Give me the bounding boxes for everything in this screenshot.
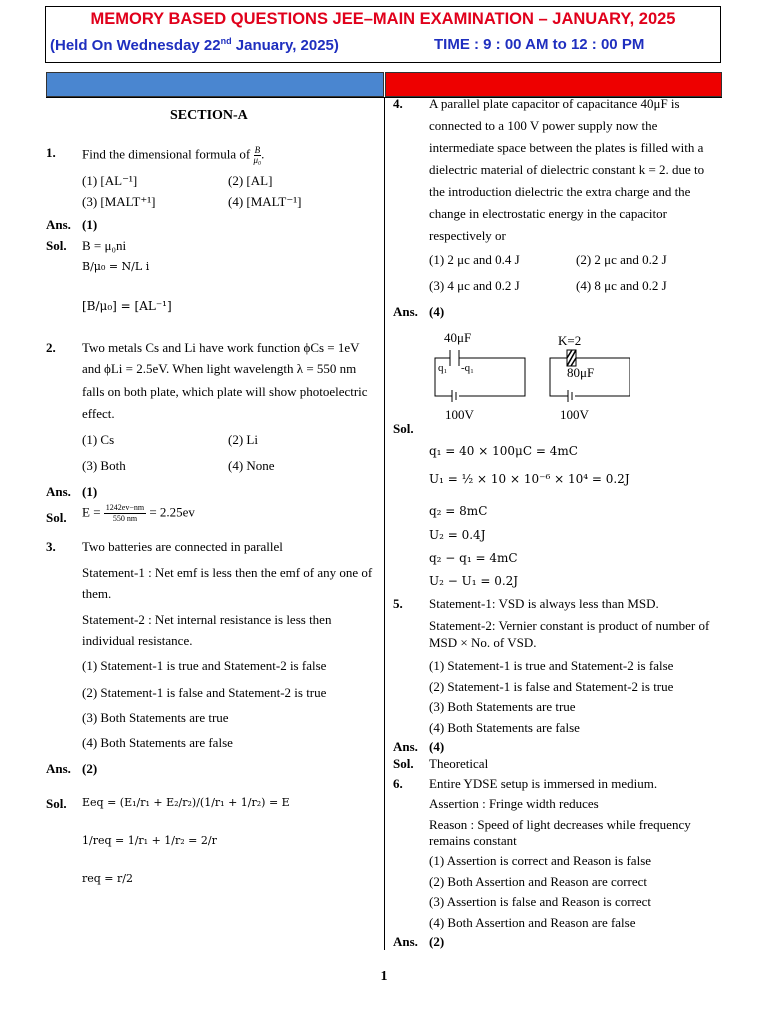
q6-line-1: Entire YDSE setup is immersed in medium.	[429, 776, 658, 791]
section-title: SECTION-A	[170, 108, 248, 123]
q2-option-1: (1) Cs	[82, 432, 115, 447]
q1-sol-label: Sol.	[46, 238, 67, 253]
q5-line-3: MSD × No. of VSD.	[429, 635, 537, 650]
q3-ans-label: Ans.	[46, 761, 71, 776]
q6-option-3: (3) Assertion is false and Reason is correct	[429, 894, 652, 909]
q4-sol-line-4: U₂ = 0.4J	[429, 528, 486, 542]
circuit-k-label: K=2	[558, 333, 582, 348]
q3-number: 3.	[46, 539, 56, 554]
column-divider	[384, 97, 385, 950]
q1-ans-label: Ans.	[46, 217, 71, 232]
q4-option-1: (1) 2 μc and 0.4 J	[429, 252, 520, 267]
q4-line-7: respectively or	[429, 228, 506, 243]
q2-line-1: Two metals Cs and Li have work function ϕCs = 1eV	[82, 340, 360, 355]
q3-line-2: Statement-1 : Net emf is less then the emf of any one of	[82, 565, 373, 580]
q3-sol-line-3: req = r/2	[82, 872, 133, 885]
q6-line-4: remains constant	[429, 833, 517, 848]
q3-answer: (2)	[82, 761, 98, 776]
q4-line-2: connected to a 100 V power supply now the	[429, 118, 658, 133]
q2-sol-label: Sol.	[46, 510, 67, 525]
q5-option-1: (1) Statement-1 is true and Statement-2 is false	[429, 658, 674, 673]
circuit-c2-label: 80μF	[567, 365, 595, 380]
q4-line-6: change in electrostatic energy in the capacitor	[429, 206, 667, 221]
q5-option-4: (4) Both Statements are false	[429, 720, 580, 735]
circuit-v2-label: 100V	[560, 407, 589, 422]
q3-option-1: (1) Statement-1 is true and Statement-2 is false	[82, 658, 327, 673]
q4-option-4: (4) 8 μc and 0.2 J	[576, 278, 667, 293]
q4-ans-label: Ans.	[393, 304, 418, 319]
q6-number: 6.	[393, 776, 403, 791]
q3-line-3: them.	[82, 586, 112, 601]
q4-number: 4.	[393, 96, 403, 111]
exam-time: TIME : 9 : 00 AM to 12 : 00 PM	[434, 36, 645, 53]
q6-option-1: (1) Assertion is correct and Reason is false	[429, 853, 652, 868]
q1-number: 1.	[46, 145, 56, 160]
q1-option-2: (2) [AL]	[228, 173, 273, 188]
q2-sol: E = $\frac{1242ev-nm}{550 nm}$ = 2.25ev	[82, 503, 195, 523]
q2-option-3: (3) Both	[82, 458, 126, 473]
q2-answer: (1)	[82, 484, 98, 499]
q5-option-2: (2) Statement-1 is false and Statement-2 is true	[429, 679, 674, 694]
circuit-q1-label: q₁	[438, 362, 448, 374]
q3-line-5: individual resistance.	[82, 633, 193, 648]
q5-line-2: Statement-2: Vernier constant is product of number of	[429, 618, 710, 633]
q6-line-3: Reason : Speed of light decreases while frequency	[429, 817, 691, 832]
q5-sol: Theoretical	[429, 756, 489, 771]
page-number: 1	[380, 969, 388, 984]
q4-line-4: dielectric material of dielectric constant k = 2. due to	[429, 162, 705, 177]
q4-line-3: intermediate space between the plates is filled with a	[429, 140, 704, 155]
q5-ans-label: Ans.	[393, 739, 418, 754]
q4-option-3: (3) 4 μc and 0.2 J	[429, 278, 520, 293]
circuit-minus-q1-label: -q₁	[461, 362, 474, 374]
exam-date: (Held On Wednesday 22nd January, 2025)	[50, 36, 339, 54]
q4-sol-line-6: U₂ − U₁ = 0.2J	[429, 574, 519, 588]
q6-line-2: Assertion : Fringe width reduces	[429, 796, 599, 811]
q3-option-3: (3) Both Statements are true	[82, 710, 229, 725]
q2-line-4: effect.	[82, 406, 115, 421]
q3-sol-label: Sol.	[46, 796, 67, 811]
q4-option-2: (2) 2 μc and 0.2 J	[576, 252, 667, 267]
q5-sol-label: Sol.	[393, 756, 414, 771]
q1-sol-line-2: B/μ₀ = N/L i	[82, 260, 150, 273]
q2-number: 2.	[46, 340, 56, 355]
q1-answer: (1)	[82, 217, 98, 232]
q6-option-2: (2) Both Assertion and Reason are correct	[429, 874, 648, 889]
q2-option-2: (2) Li	[228, 432, 258, 447]
q5-answer: (4)	[429, 739, 445, 754]
q4-answer: (4)	[429, 304, 445, 319]
q1-sol-line-1: B = μ₀ni	[82, 238, 127, 253]
q6-answer: (2)	[429, 934, 445, 949]
q5-option-3: (3) Both Statements are true	[429, 699, 576, 714]
q4-sol-label: Sol.	[393, 421, 414, 436]
q1-sol-line-3: [B/μ₀] = [AL⁻¹]	[82, 299, 172, 313]
q4-line-1: A parallel plate capacitor of capacitance 40μF is	[429, 96, 680, 111]
q3-line-1: Two batteries are connected in parallel	[82, 539, 283, 554]
circuit-v1-label: 100V	[445, 407, 474, 422]
q4-sol-line-2: U₁ = ½ × 10 × 10⁻⁶ × 10⁴ = 0.2J	[429, 472, 630, 486]
right-color-bar	[385, 72, 722, 97]
exam-title: MEMORY BASED QUESTIONS JEE–MAIN EXAMINATION – JANUARY, 2025	[90, 10, 676, 28]
q3-line-4: Statement-2 : Net internal resistance is less then	[82, 612, 332, 627]
q3-option-4: (4) Both Statements are false	[82, 735, 233, 750]
exam-header	[45, 6, 721, 63]
q1-option-3: (3) [MALT⁺¹]	[82, 194, 156, 209]
q4-sol-line-1: q₁ = 40 × 100μC = 4mC	[429, 444, 578, 458]
q4-line-5: the introduction dielectric the extra charge and the	[429, 184, 691, 199]
q3-sol-line-1: Eeq = (E₁/r₁ + E₂/r₂)/(1/r₁ + 1/r₂) = E	[82, 796, 290, 809]
q1-text: Find the dimensional formula of $\frac{B}{\text{μ₀}}$ .	[82, 145, 265, 165]
q3-sol-line-2: 1/req = 1/r₁ + 1/r₂ = 2/r	[82, 834, 217, 847]
capacitor-circuit-diagram	[430, 328, 630, 426]
q6-option-4: (4) Both Assertion and Reason are false	[429, 915, 636, 930]
q4-sol-line-5: q₂ − q₁ = 4mC	[429, 551, 518, 565]
left-color-bar	[46, 72, 384, 97]
q4-sol-line-3: q₂ = 8mC	[429, 504, 488, 518]
q2-ans-label: Ans.	[46, 484, 71, 499]
q5-line-1: Statement-1: VSD is always less than MSD.	[429, 596, 659, 611]
q1-option-1: (1) [AL⁻¹]	[82, 173, 138, 188]
q1-option-4: (4) [MALT⁻¹]	[228, 194, 302, 209]
q2-line-2: and ϕLi = 2.5eV. When light wavelength λ = 550 nm	[82, 361, 357, 376]
q6-ans-label: Ans.	[393, 934, 418, 949]
q2-line-3: falls on both plate, which plate will show photoelectric	[82, 384, 368, 399]
q2-option-4: (4) None	[228, 458, 275, 473]
q5-number: 5.	[393, 596, 403, 611]
circuit-c1-label: 40μF	[444, 330, 472, 345]
q3-option-2: (2) Statement-1 is false and Statement-2 is true	[82, 685, 327, 700]
